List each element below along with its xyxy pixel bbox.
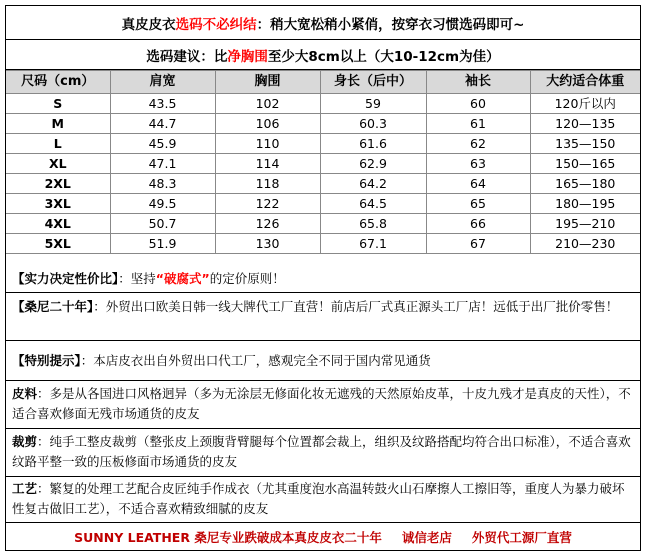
cell-length: 61.6 [320, 134, 426, 154]
header-length: 身长（后中） [320, 71, 426, 94]
header-size: 尺码（cm） [6, 71, 110, 94]
cell-shoulder: 43.5 [110, 94, 215, 114]
value-text-1: ：坚持 [118, 270, 156, 286]
cell-size: 3XL [6, 194, 110, 214]
table-row [6, 194, 640, 214]
cell-chest: 106 [215, 114, 320, 134]
cell-sleeve: 67 [426, 234, 530, 254]
craft-text: ：繁复的处理工艺配合皮匠纯手作成衣（尤其重度泡水高温转鼓火山石摩擦人工擦旧等，重度人为暴力破坏性复古做旧工艺），不适合喜欢精致细腻的皮友 [12, 481, 625, 516]
cell-length: 60.3 [320, 114, 426, 134]
table-row [6, 234, 640, 254]
cell-weight: 120—135 [530, 114, 640, 134]
size-chart-sheet [5, 5, 641, 551]
cell-shoulder: 44.7 [110, 114, 215, 134]
cell-chest: 118 [215, 174, 320, 194]
cell-chest: 102 [215, 94, 320, 114]
table-header-row [6, 71, 640, 94]
notice-part-1: 真皮皮衣 [121, 16, 176, 33]
cell-chest: 126 [215, 214, 320, 234]
tip-label: 【特别提示】 [12, 352, 81, 368]
notice-highlight: 选码不必纠结 [175, 16, 257, 33]
table-row [6, 154, 640, 174]
cell-sleeve: 63 [426, 154, 530, 174]
craft-description [6, 477, 640, 523]
cell-chest: 110 [215, 134, 320, 154]
cell-weight: 180—195 [530, 194, 640, 214]
cell-sleeve: 66 [426, 214, 530, 234]
cell-weight: 165—180 [530, 174, 640, 194]
cell-shoulder: 51.9 [110, 234, 215, 254]
cell-length: 62.9 [320, 154, 426, 174]
cell-length: 64.5 [320, 194, 426, 214]
cell-sleeve: 65 [426, 194, 530, 214]
cell-size: M [6, 114, 110, 134]
size-table [6, 70, 640, 254]
cell-weight: 195—210 [530, 214, 640, 234]
cell-length: 67.1 [320, 234, 426, 254]
cell-shoulder: 48.3 [110, 174, 215, 194]
footer-banner [6, 523, 640, 550]
value-highlight: “破腐式” [155, 270, 210, 286]
cell-chest: 130 [215, 234, 320, 254]
header-weight: 大约适合体重 [530, 71, 640, 94]
cell-weight: 120斤以内 [530, 94, 640, 114]
cell-sleeve: 60 [426, 94, 530, 114]
cell-shoulder: 50.7 [110, 214, 215, 234]
brand-text: ：外贸出口欧美日韩一线大牌代工厂直营！前店后厂式真正源头工厂店！远低于出厂批价零售！ [93, 299, 619, 314]
leather-description [6, 381, 640, 429]
tip-text: ：本店皮衣出自外贸出口代工厂，感观完全不同于国内常见通货 [80, 352, 431, 368]
advice-highlight: 净胸围 [227, 48, 268, 65]
cell-size: 4XL [6, 214, 110, 234]
cell-chest: 114 [215, 154, 320, 174]
cell-size: S [6, 94, 110, 114]
special-tip [6, 341, 640, 381]
cell-length: 64.2 [320, 174, 426, 194]
craft-label: 工艺 [12, 481, 38, 496]
cell-shoulder: 49.5 [110, 194, 215, 214]
footer-factory: 外贸代工源厂直营 [471, 529, 572, 545]
cell-shoulder: 47.1 [110, 154, 215, 174]
table-row [6, 114, 640, 134]
header-sleeve: 袖长 [426, 71, 530, 94]
cell-length: 65.8 [320, 214, 426, 234]
cell-weight: 210—230 [530, 234, 640, 254]
cell-weight: 150—165 [530, 154, 640, 174]
header-shoulder: 肩宽 [110, 71, 215, 94]
cell-weight: 135—150 [530, 134, 640, 154]
cut-description [6, 429, 640, 477]
cell-size: 5XL [6, 234, 110, 254]
selection-notice [6, 6, 640, 40]
brand-statement [6, 293, 640, 341]
cell-size: 2XL [6, 174, 110, 194]
cell-sleeve: 61 [426, 114, 530, 134]
value-text-2: 的定价原则！ [209, 270, 285, 286]
leather-text: ：多是从各国进口风格迥异（多为无涂层无修面化妆无遮残的天然原始皮革，十皮九残才是真皮的天性），不适合喜欢修面无残市场通货的皮友 [12, 386, 631, 421]
leather-label: 皮料 [12, 386, 38, 401]
cell-chest: 122 [215, 194, 320, 214]
table-row [6, 134, 640, 154]
cut-label: 裁剪 [12, 434, 38, 449]
cell-size: XL [6, 154, 110, 174]
brand-label: 【桑尼二十年】 [12, 299, 94, 314]
value-statement [6, 265, 640, 293]
cell-sleeve: 62 [426, 134, 530, 154]
cell-length: 59 [320, 94, 426, 114]
cell-shoulder: 45.9 [110, 134, 215, 154]
table-row [6, 94, 640, 114]
value-label: 【实力决定性价比】 [12, 270, 119, 286]
cell-sleeve: 64 [426, 174, 530, 194]
footer-brand: SUNNY LEATHER 桑尼专业跌破成本真皮皮衣二十年 [74, 529, 382, 545]
notice-part-3: ：稍大宽松稍小紧俏，按穿衣习惯选码即可~ [256, 16, 525, 33]
advice-part-3: 至少大8cm以上（大10-12cm为佳） [267, 48, 500, 65]
advice-part-1: 选码建议：比 [146, 48, 228, 65]
cell-size: L [6, 134, 110, 154]
table-row [6, 174, 640, 194]
size-advice [6, 40, 640, 70]
cut-text: ：纯手工整皮裁剪（整张皮上颈腹背臂腿每个位置都会裁上，组织及纹路搭配均符合出口标准），不适合喜欢纹路平整一致的压板修面市场通货的皮友 [12, 434, 631, 469]
footer-shop: 诚信老店 [401, 529, 452, 545]
table-row [6, 214, 640, 234]
header-chest: 胸围 [215, 71, 320, 94]
